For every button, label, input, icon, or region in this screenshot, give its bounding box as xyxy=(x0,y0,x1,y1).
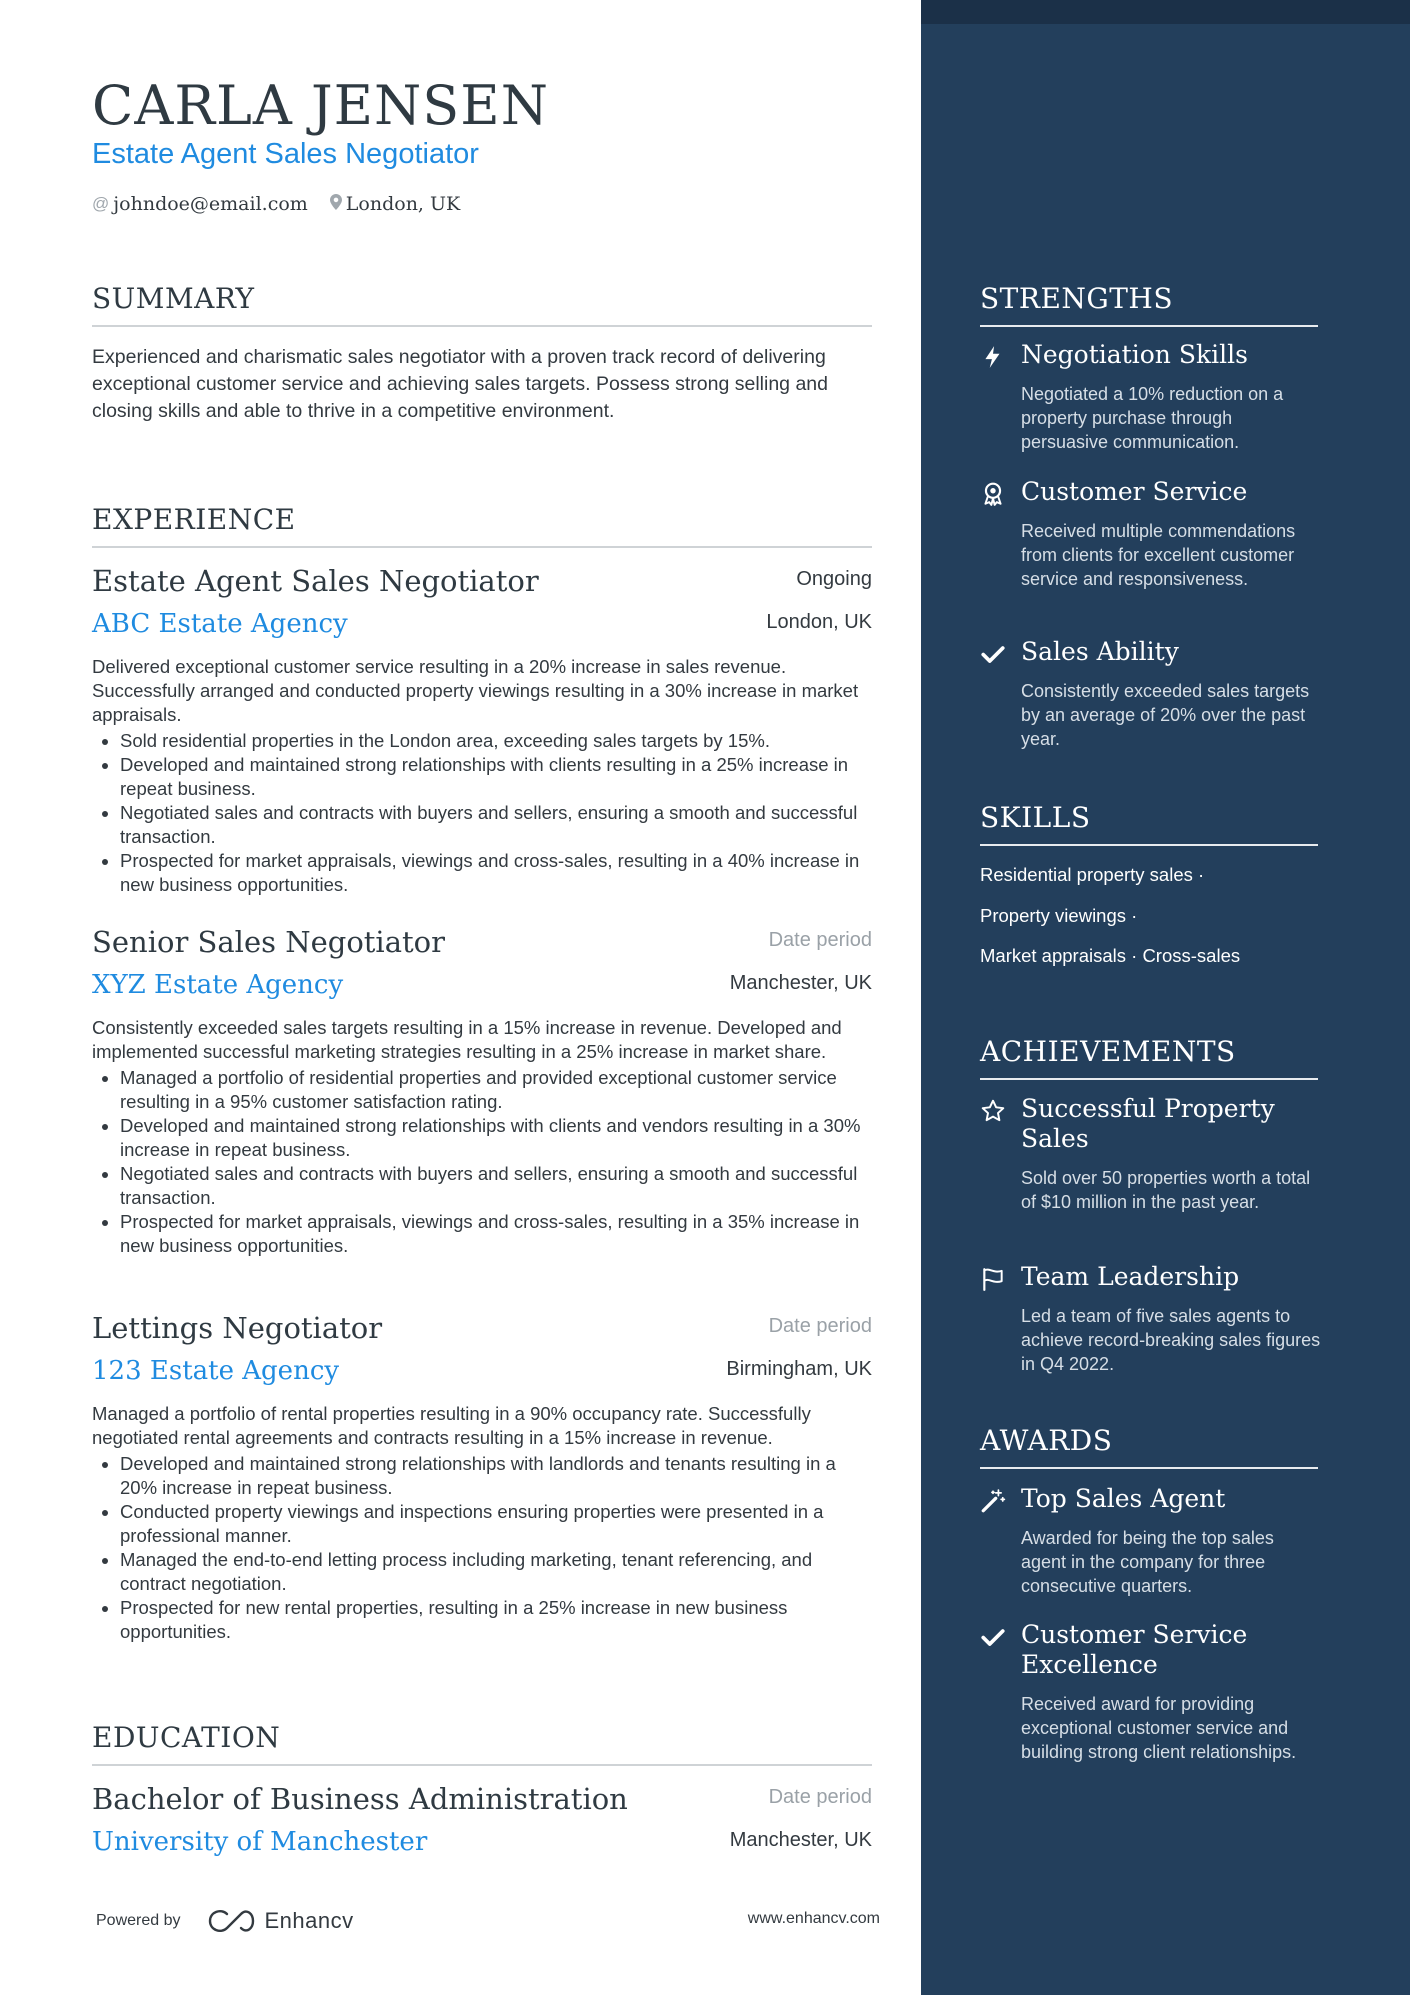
bolt-icon xyxy=(980,344,1006,370)
location: London, UK xyxy=(345,193,461,215)
candidate-name: CARLA JENSEN xyxy=(92,74,549,137)
job-title: Lettings Negotiator xyxy=(92,1311,383,1345)
achievements-heading: ACHIEVEMENTS xyxy=(980,1035,1318,1080)
check-icon xyxy=(980,1624,1006,1650)
check-icon xyxy=(980,641,1006,667)
strength-title: Customer Service xyxy=(1021,477,1248,506)
job-bullets xyxy=(92,1066,872,1258)
job-details xyxy=(92,1402,872,1644)
at-icon: @ xyxy=(92,194,110,213)
achievement-description: Sold over 50 properties worth a total of $10 million in the past year. xyxy=(1021,1168,1311,1212)
job-bullet: • Prospected for new rental properties, resulting in a 25% increase in new business opportunities. xyxy=(120,1596,872,1644)
job-bullet: • Prospected for market appraisals, viewings and cross-sales, resulting in a 35% increase in new business opportunities. xyxy=(120,1210,872,1258)
job-bullets xyxy=(92,729,872,897)
job-bullet: • Negotiated sales and contracts with buyers and sellers, ensuring a smooth and successful transaction. xyxy=(120,1162,872,1210)
skill-line: Property viewings · xyxy=(980,905,1138,926)
job-bullet: • Developed and maintained strong relationships with clients and vendors resulting in a 30% increase in repeat business. xyxy=(120,1114,872,1162)
achievement-title: Successful Property Sales xyxy=(1021,1094,1275,1153)
job-bullet: • Developed and maintained strong relationships with clients resulting in a 25% increase in repeat business. xyxy=(120,753,872,801)
strength-title: Sales Ability xyxy=(1021,637,1179,666)
job-details xyxy=(92,1016,872,1258)
achievement-description: Led a team of five sales agents to achieve record-breaking sales figures in Q4 2022. xyxy=(1021,1306,1321,1374)
location-pin-icon xyxy=(330,194,342,215)
job-bullet: • Prospected for market appraisals, viewings and cross-sales, resulting in a 40% increase in new business opportunities. xyxy=(120,849,872,897)
education-heading: EDUCATION xyxy=(92,1721,872,1766)
footer-url[interactable]: www.enhancv.com xyxy=(747,1910,880,1927)
enhancv-logo-icon xyxy=(207,1909,255,1933)
company-name: ABC Estate Agency xyxy=(92,609,348,639)
job-bullet: • Sold residential properties in the London area, exceeding sales targets by 15%. xyxy=(120,729,872,753)
job-bullet: • Developed and maintained strong relationships with landlords and tenants resulting in a 20% increase in repeat business. xyxy=(120,1452,872,1500)
sidebar xyxy=(921,0,1410,1995)
education-date: Date period xyxy=(768,1786,872,1808)
award-description: Received award for providing exceptional customer service and building strong client relationships. xyxy=(1021,1694,1297,1762)
company-name: XYZ Estate Agency xyxy=(92,970,344,1000)
award-title: Top Sales Agent xyxy=(1021,1484,1226,1513)
award-title: Customer Service Excellence xyxy=(1021,1620,1248,1679)
strength-description: Consistently exceeded sales targets by an average of 20% over the past year. xyxy=(1021,681,1310,749)
job-description: Managed a portfolio of rental properties resulting in a 90% occupancy rate. Successfully negotiated rental agreements and contracts resulting in a 15% increase in revenue. xyxy=(92,1403,811,1448)
job-date: Ongoing xyxy=(796,568,872,590)
strength-description: Negotiated a 10% reduction on a property purchase through persuasive communication. xyxy=(1021,384,1284,452)
flag-icon xyxy=(980,1266,1006,1292)
strengths-heading: STRENGTHS xyxy=(980,282,1318,327)
job-bullet: • Managed a portfolio of residential properties and provided exceptional customer service resulting in a 95% customer satisfaction rating. xyxy=(120,1066,872,1114)
magic-wand-icon xyxy=(980,1488,1006,1514)
job-location: Birmingham, UK xyxy=(726,1358,872,1380)
powered-by-label: Powered by xyxy=(96,1912,181,1929)
contact-line xyxy=(92,193,460,215)
job-location: Manchester, UK xyxy=(729,972,872,994)
award-description: Awarded for being the top sales agent in the company for three consecutive quarters. xyxy=(1021,1528,1274,1596)
job-bullet: • Conducted property viewings and inspections ensuring properties were presented in a professional manner. xyxy=(120,1500,872,1548)
degree-title: Bachelor of Business Administration xyxy=(92,1782,628,1816)
skill-line: Residential property sales · xyxy=(980,864,1205,885)
skill-line: Market appraisals · Cross-sales xyxy=(980,945,1241,966)
email[interactable]: johndoe@email.com xyxy=(113,193,308,215)
award-icon xyxy=(980,481,1006,507)
skills-heading: SKILLS xyxy=(980,801,1318,846)
school-name: University of Manchester xyxy=(92,1827,428,1857)
strength-title: Negotiation Skills xyxy=(1021,340,1248,369)
job-bullet: • Managed the end-to-end letting process including marketing, tenant referencing, and contract negotiation. xyxy=(120,1548,872,1596)
job-title: Estate Agent Sales Negotiator xyxy=(92,564,539,598)
candidate-title: Estate Agent Sales Negotiator xyxy=(92,138,479,170)
enhancv-brand: Enhancv xyxy=(264,1908,354,1933)
job-date: Date period xyxy=(768,929,872,951)
job-bullet: • Negotiated sales and contracts with buyers and sellers, ensuring a smooth and successful transaction. xyxy=(120,801,872,849)
job-details xyxy=(92,655,872,897)
star-icon xyxy=(980,1098,1006,1124)
company-name: 123 Estate Agency xyxy=(92,1356,340,1386)
job-date: Date period xyxy=(768,1315,872,1337)
awards-heading: AWARDS xyxy=(980,1424,1318,1469)
job-title: Senior Sales Negotiator xyxy=(92,925,445,959)
experience-heading: EXPERIENCE xyxy=(92,503,872,548)
job-location: London, UK xyxy=(766,611,872,633)
summary-heading: SUMMARY xyxy=(92,282,872,327)
education-location: Manchester, UK xyxy=(729,1829,872,1851)
powered-by xyxy=(96,1908,354,1934)
achievement-title: Team Leadership xyxy=(1021,1262,1240,1291)
job-bullets xyxy=(92,1452,872,1644)
job-description: Delivered exceptional customer service resulting in a 20% increase in sales revenue. Successfully arranged and conducted property viewings resulting in a 30% increase in market appraisals. xyxy=(92,656,859,725)
summary-text: Experienced and charismatic sales negotiator with a proven track record of delivering exceptional customer service and achieving sales targets. Possess strong selling and closing skills and able to thrive in a competitive environment. xyxy=(92,346,828,422)
job-description: Consistently exceeded sales targets resulting in a 15% increase in revenue. Developed and implemented successful marketing strategies resulting in a 25% increase in market share. xyxy=(92,1017,842,1062)
strength-description: Received multiple commendations from clients for excellent customer service and responsiveness. xyxy=(1021,521,1296,589)
sidebar-top-bar xyxy=(921,0,1410,24)
